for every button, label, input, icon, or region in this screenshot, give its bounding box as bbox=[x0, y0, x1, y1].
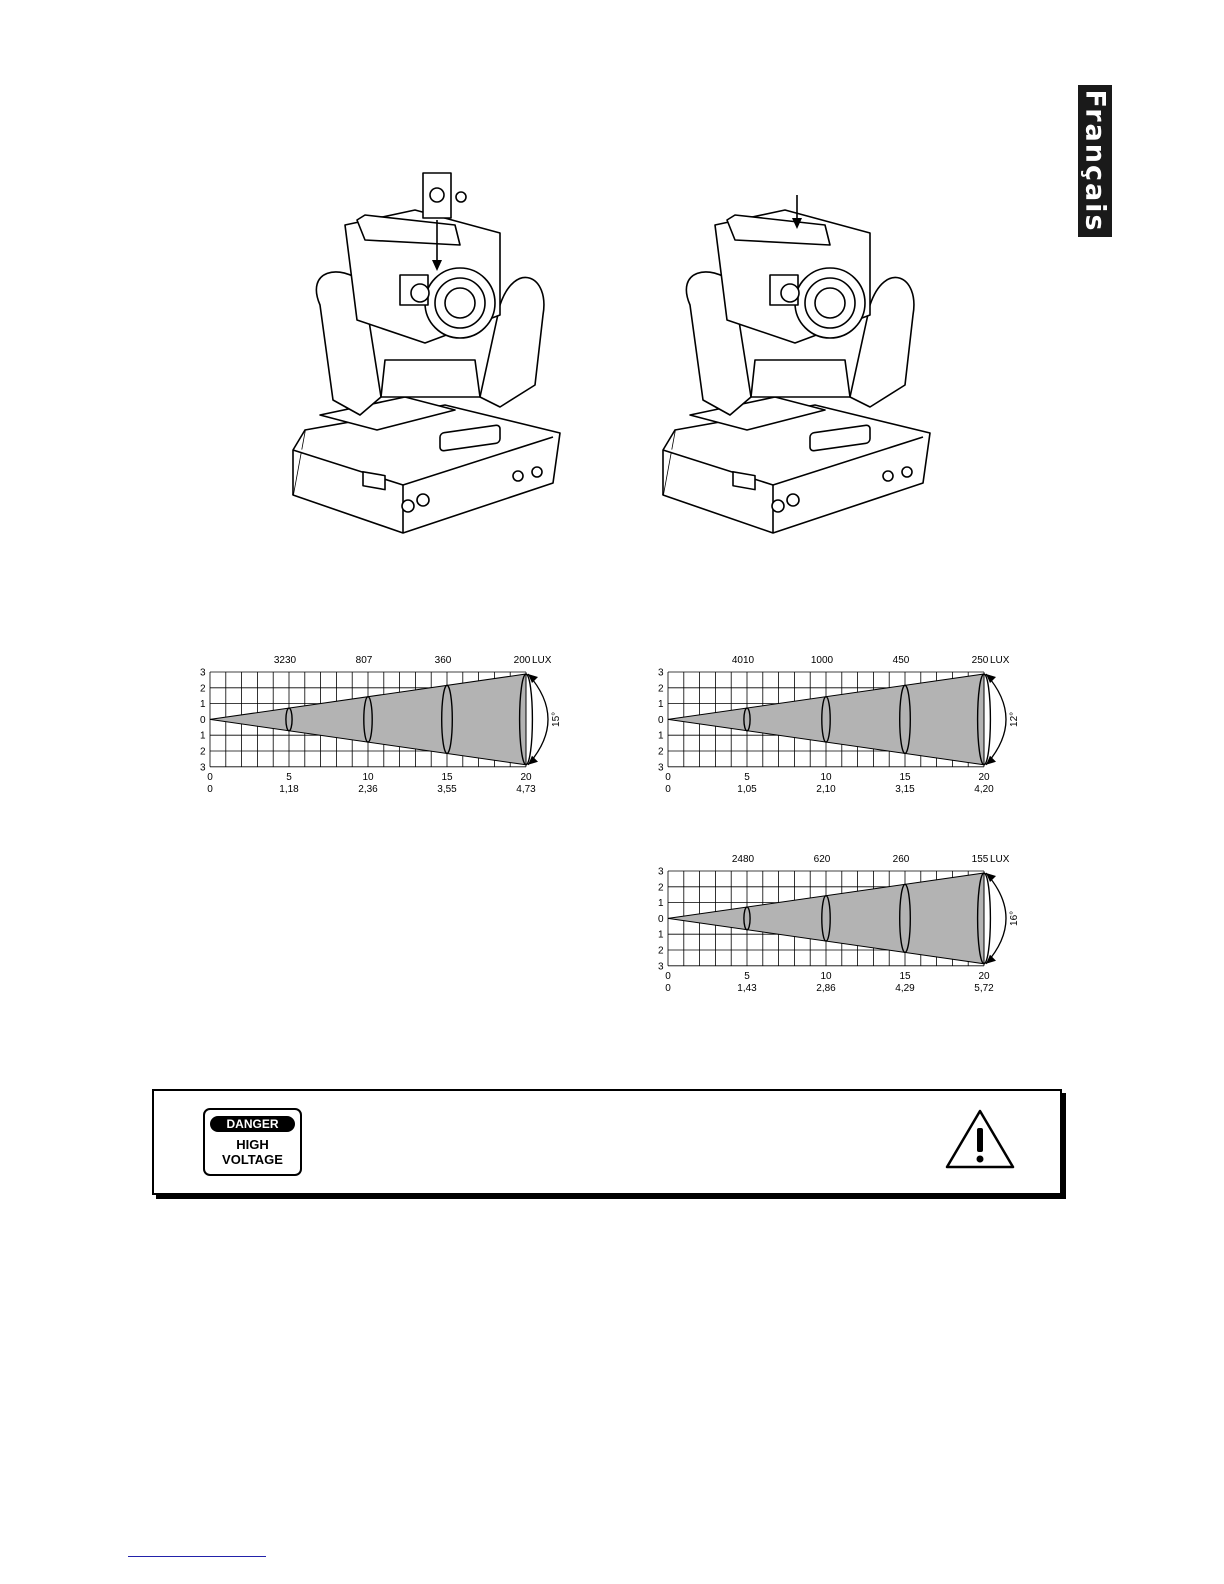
lux-value-label: 155 bbox=[971, 854, 989, 865]
lux-unit-label: LUX bbox=[532, 655, 552, 666]
lux-value-label: 200 bbox=[513, 655, 531, 666]
y-tick-label: 3 bbox=[200, 667, 206, 679]
diameter-tick-label: 5,72 bbox=[974, 982, 994, 994]
diameter-tick-label: 4,29 bbox=[895, 982, 915, 994]
lux-value-label: 2480 bbox=[731, 854, 755, 865]
beam-angle-label: 15° bbox=[551, 711, 562, 727]
beam-angle-label: 12° bbox=[1009, 711, 1020, 727]
distance-tick-label: 0 bbox=[665, 970, 671, 982]
y-tick-label: 0 bbox=[200, 714, 206, 726]
y-tick-label: 3 bbox=[200, 762, 206, 774]
language-tab-label: Français bbox=[1079, 89, 1111, 233]
y-tick-label: 3 bbox=[658, 762, 664, 774]
language-tab bbox=[1078, 85, 1112, 237]
lux-value-label: 1000 bbox=[810, 655, 834, 666]
distance-tick-label: 15 bbox=[899, 970, 911, 982]
fixture-illustration-left bbox=[285, 165, 575, 540]
y-tick-label: 2 bbox=[658, 945, 664, 957]
distance-tick-label: 5 bbox=[286, 771, 292, 783]
y-tick-label: 0 bbox=[658, 913, 664, 925]
lux-value-label: 450 bbox=[892, 655, 910, 666]
distance-tick-label: 0 bbox=[665, 771, 671, 783]
diameter-tick-label: 1,05 bbox=[737, 783, 757, 795]
y-tick-label: 1 bbox=[658, 730, 664, 742]
diameter-tick-label: 3,55 bbox=[437, 783, 457, 795]
diameter-tick-label: 1,18 bbox=[279, 783, 299, 795]
y-tick-label: 2 bbox=[658, 683, 664, 695]
diameter-tick-label: 4,20 bbox=[974, 783, 994, 795]
fixture-illustration-right bbox=[655, 195, 945, 540]
danger-label: DANGER bbox=[210, 1116, 295, 1132]
y-tick-label: 3 bbox=[658, 961, 664, 973]
distance-tick-label: 5 bbox=[744, 771, 750, 783]
y-tick-label: 1 bbox=[658, 699, 664, 711]
distance-tick-label: 20 bbox=[978, 970, 990, 982]
lux-value-label: 3230 bbox=[273, 655, 297, 666]
distance-tick-label: 10 bbox=[820, 970, 832, 982]
danger-high-voltage-sign bbox=[203, 1108, 302, 1176]
beam-chart-12 bbox=[656, 652, 1026, 810]
distance-tick-label: 20 bbox=[978, 771, 990, 783]
distance-tick-label: 20 bbox=[520, 771, 532, 783]
diameter-tick-label: 0 bbox=[665, 982, 671, 994]
lux-value-label: 620 bbox=[813, 854, 831, 865]
diameter-tick-label: 4,73 bbox=[516, 783, 536, 795]
lux-value-label: 260 bbox=[892, 854, 910, 865]
y-tick-label: 2 bbox=[200, 746, 206, 758]
y-tick-label: 2 bbox=[658, 746, 664, 758]
y-tick-label: 1 bbox=[658, 898, 664, 910]
distance-tick-label: 15 bbox=[899, 771, 911, 783]
beam-angle-label: 16° bbox=[1009, 910, 1020, 926]
diameter-tick-label: 0 bbox=[207, 783, 213, 795]
distance-tick-label: 10 bbox=[820, 771, 832, 783]
y-tick-label: 0 bbox=[658, 714, 664, 726]
y-tick-label: 1 bbox=[200, 699, 206, 711]
lux-unit-label: LUX bbox=[990, 854, 1010, 865]
lux-value-label: 250 bbox=[971, 655, 989, 666]
warning-triangle-icon bbox=[944, 1108, 1016, 1170]
diameter-tick-label: 1,43 bbox=[737, 982, 757, 994]
lux-value-label: 360 bbox=[434, 655, 452, 666]
lux-value-label: 4010 bbox=[731, 655, 755, 666]
danger-line2: VOLTAGE bbox=[222, 1152, 283, 1167]
diameter-tick-label: 3,15 bbox=[895, 783, 915, 795]
diameter-tick-label: 2,10 bbox=[816, 783, 836, 795]
lux-unit-label: LUX bbox=[990, 655, 1010, 666]
y-tick-label: 3 bbox=[658, 667, 664, 679]
diameter-tick-label: 2,36 bbox=[358, 783, 378, 795]
distance-tick-label: 0 bbox=[207, 771, 213, 783]
y-tick-label: 3 bbox=[658, 866, 664, 878]
y-tick-label: 1 bbox=[658, 929, 664, 941]
beam-chart-16 bbox=[656, 851, 1026, 1009]
y-tick-label: 2 bbox=[658, 882, 664, 894]
beam-chart-15 bbox=[198, 652, 568, 810]
diameter-tick-label: 2,86 bbox=[816, 982, 836, 994]
y-tick-label: 2 bbox=[200, 683, 206, 695]
diameter-tick-label: 0 bbox=[665, 783, 671, 795]
y-tick-label: 1 bbox=[200, 730, 206, 742]
distance-tick-label: 15 bbox=[441, 771, 453, 783]
distance-tick-label: 10 bbox=[362, 771, 374, 783]
danger-line1: HIGH bbox=[236, 1137, 269, 1152]
footer-rule bbox=[128, 1556, 266, 1557]
distance-tick-label: 5 bbox=[744, 970, 750, 982]
lux-value-label: 807 bbox=[355, 655, 373, 666]
safety-warning-box bbox=[152, 1089, 1062, 1195]
